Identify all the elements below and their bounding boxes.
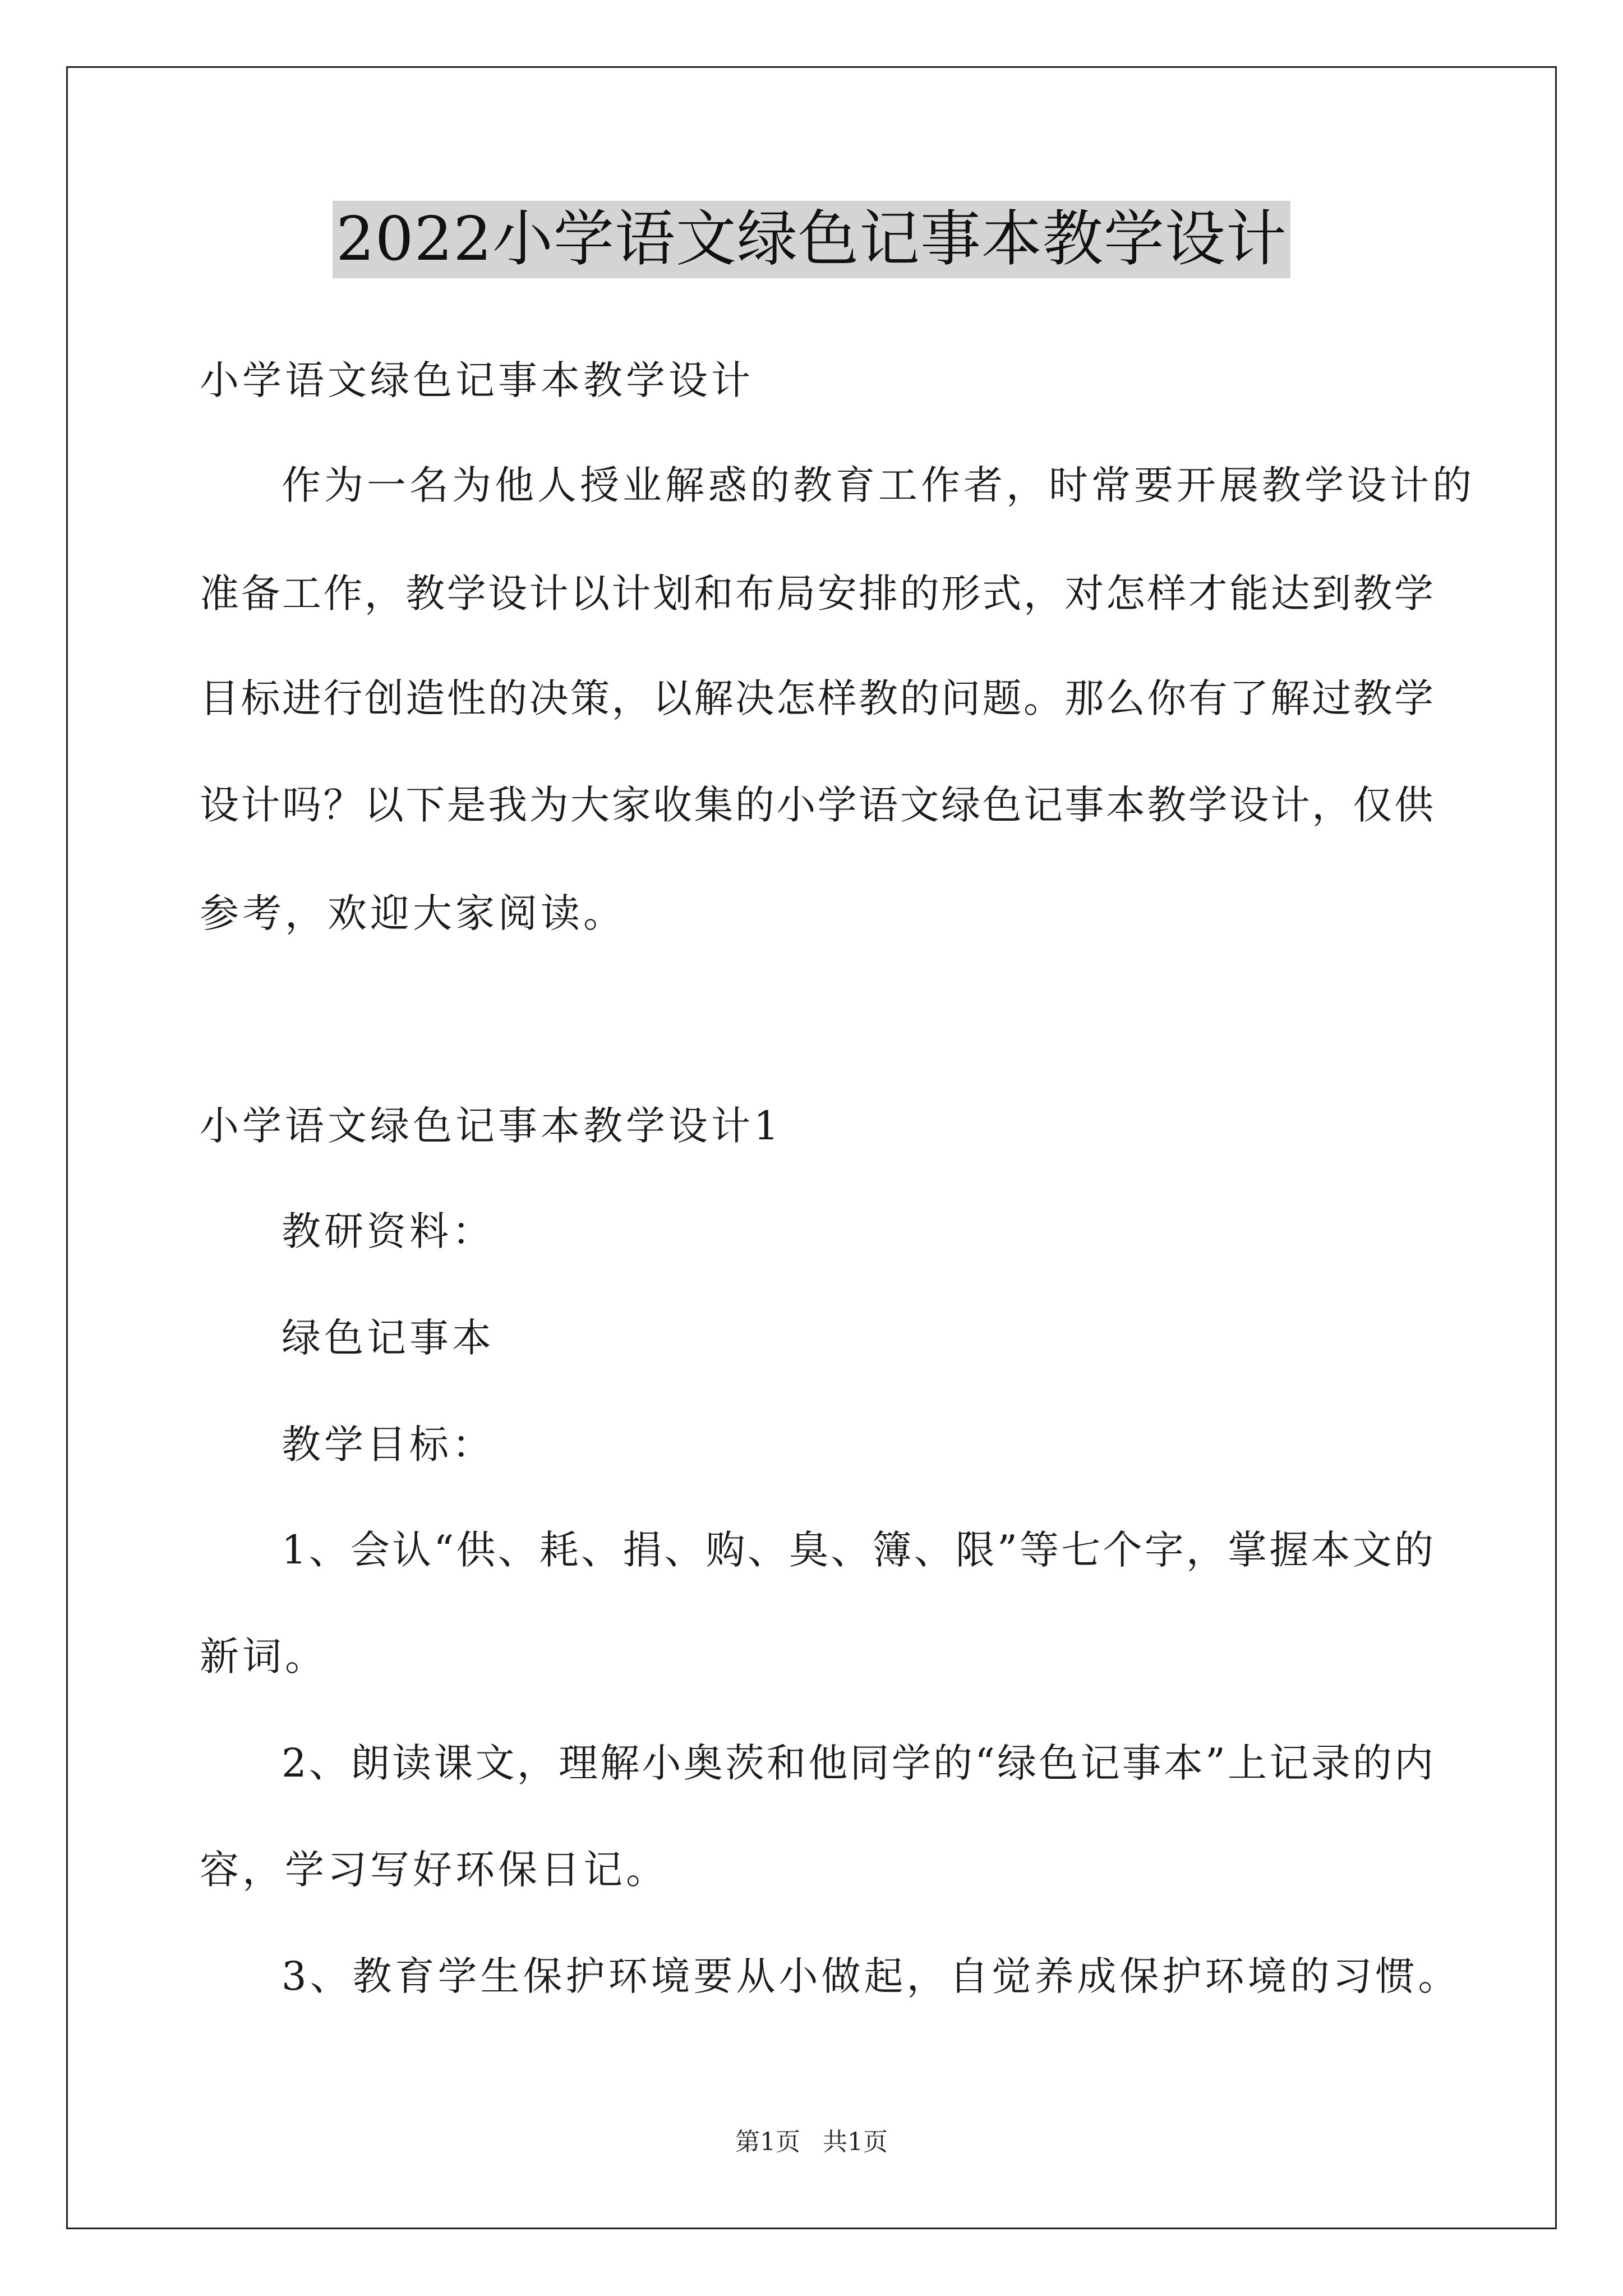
paragraph-line: 2、朗读课文，理解小奥茨和他同学的“绿色记事本”上记录的内 (282, 1740, 1433, 1786)
document-title: 2022小学语文绿色记事本教学设计 (333, 201, 1290, 278)
paragraph-line: 容，学习写好环保日记。 (200, 1847, 668, 1893)
paragraph-line: 准备工作，教学设计以计划和布局安排的形式，对怎样才能达到教学 (200, 570, 1433, 616)
title-wrap (0, 201, 1623, 278)
paragraph-line: 教学目标： (282, 1421, 495, 1467)
paragraph-line: 3、教育学生保护环境要从小做起，自觉养成保护环境的习惯。 (282, 1953, 1461, 1999)
paragraph-line: 参考，欢迎大家阅读。 (200, 890, 626, 936)
paragraph-line: 设计吗？以下是我为大家收集的小学语文绿色记事本教学设计，仅供 (200, 782, 1433, 828)
paragraph-line: 作为一名为他人授业解惑的教育工作者，时常要开展教学设计的 (282, 462, 1475, 508)
page-total: 共1页 (823, 2128, 888, 2156)
subtitle: 小学语文绿色记事本教学设计 (200, 357, 754, 403)
page-footer (0, 2127, 1623, 2158)
paragraph-line: 绿色记事本 (282, 1315, 495, 1361)
paragraph-line: 1、会认“供、耗、捐、购、臭、簿、限”等七个字，掌握本文的 (282, 1527, 1433, 1573)
paragraph-line: 教研资料： (282, 1208, 495, 1254)
paragraph-line: 新词。 (200, 1634, 328, 1680)
paragraph-line: 目标进行创造性的决策，以解决怎样教的问题。那么你有了解过教学 (200, 675, 1433, 721)
section-heading: 小学语文绿色记事本教学设计1 (200, 1103, 782, 1149)
page-current: 第1页 (735, 2128, 800, 2156)
